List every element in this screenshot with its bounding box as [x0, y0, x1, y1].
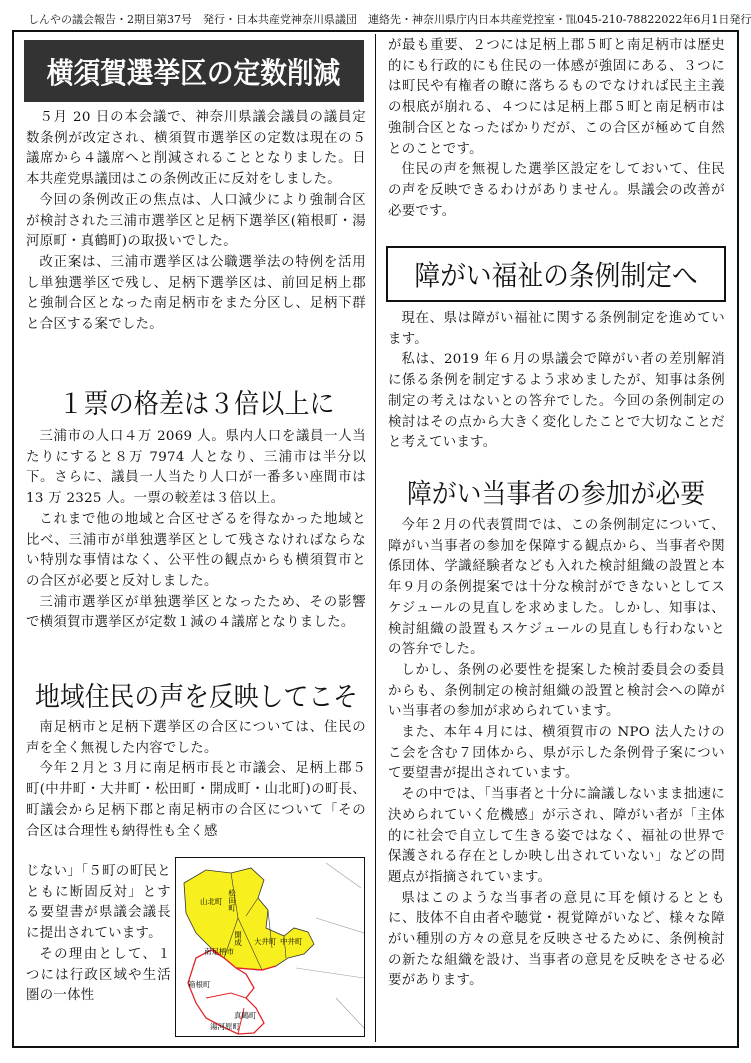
label-yamakita: 山北町 [200, 897, 223, 906]
paragraph: 今年２月と３月に南足柄市長と市議会、足柄上郡５町(中井町・大井町・松田町・開成町・山北町)の町長、町議会から足柄下郡と南足柄市の合区について「その合区は合理性も納得性も全く感 [26, 761, 366, 839]
paragraph: 県はこのような当事者の意見に耳を傾けるとともに、肢体不自由者や聴覚・視覚障がいなど、様々な障がい種別の方々の意見を反映させるために、条例検討の新たな組織を設け、当事者の意見を反映をさせる必要があります。 [388, 890, 725, 989]
subheading-vote-disparity: １票の格差は３倍以上に [57, 388, 335, 420]
district-map-svg [176, 858, 365, 1037]
paragraph: じない」「５町の町民とともに断固反対」とする要望書が県議会議長に提出されています。 [26, 864, 171, 942]
label-manazuru: 真鶴町 [234, 1011, 257, 1020]
masthead-publisher: しんやの議会報告・2期目第37号 発行・日本共産党神奈川県議団 連絡先・神奈川県庁内日本共産党控室・℡045-210-7882 [28, 13, 655, 26]
label-oi: 大井町 [254, 937, 277, 946]
paragraph: 三浦市選挙区が単独選挙区となったため、その影響で横須賀市選挙区が定数１減の４議席となりました。 [26, 594, 366, 631]
paragraph: その中では、「当事者と十分に論議しないまま拙速に決められていく危機感」が示され、障がい者が「主体的に社会で自立して生きる姿ではなく、福祉の世界で保護される存在としか映し出されていない」などの問題点が指摘されています。 [388, 787, 725, 885]
paragraph: しかし、条例の必要性を提案した検討委員会の委員からも、条例制定の検討組織の設置と検討会への障がい当事者の参加が求められています。 [388, 662, 725, 720]
paragraph: 今回の条例改正の焦点は、人口減少により強制合区が検討された三浦市選挙区と足柄下選挙区(箱根町・湯河原町・真鶴町)の取扱いでした。 [26, 192, 366, 250]
label-kaisei: 開成 [233, 931, 243, 946]
masthead-date: 2022年6月1日発行 [654, 13, 751, 26]
masthead [28, 8, 751, 30]
paragraph: その理由として、１つには行政区域や生活圏の一体性 [26, 946, 171, 1004]
district-map [175, 857, 365, 1037]
column-divider [375, 34, 376, 1042]
subheading-participation: 障がい当事者の参加が必要 [406, 478, 706, 510]
paragraph: これまで他の地域と合区せざるを得なかった地域と比べ、三浦市が単独選挙区として残さなければならない特別な事情はなく、公平性の観点からも横須賀市との合区が必要と反対しました。 [26, 511, 366, 589]
paragraph: 改正案は、三浦市選挙区は公職選挙法の特例を活用し単独選挙区で残し、足柄下選挙区は、前回足柄上郡と強制合区となった南足柄市をまた分区し、足柄下群と合区する案でした。 [26, 254, 366, 333]
paragraph: 南足柄市と足柄下選挙区の合区については、住民の声を全く無視した内容でした。 [26, 720, 366, 756]
paragraph: 今年２月の代表質問では、この条例制定について、障がい当事者の参加を保障する観点から、当事者や関係団体、学識経験者なども入れた検討組織の設置と本年９月の条例提案では十分な検討ができないとしてスケジュールの見直しを求めました。しかし、知事は、検討組織の設置もスケジュールの見直しも行わないとの答弁でした。 [388, 518, 725, 658]
right-column-section4 [388, 309, 725, 454]
paragraph: ５月 20 日の本会議で、神奈川県議会議員の議員定数条例が改定され、横須賀市選挙区の定数は現在の５議席から４議席へと削減されることとなりました。日本共産党県議団はこの条例改正に反対をしました。 [26, 110, 366, 188]
label-yugawara: 湯河原町 [210, 1022, 240, 1031]
label-hakone: 箱根町 [188, 980, 211, 989]
left-column-section2 [26, 427, 366, 634]
right-column-section5 [388, 516, 725, 992]
label-minamiashigara: 南足柄市 [204, 947, 234, 956]
paragraph: 現在、県は障がい福祉に関する条例制定を進めています。 [388, 311, 725, 347]
main-headline: 横須賀選挙区の定数削減 [24, 40, 364, 102]
label-nakai: 中井町 [280, 937, 303, 946]
paragraph: また、本年４月には、横須賀市の NPO 法人たけのこ会を含む７団体から、県が示した条例骨子案について要望書が提出されています。 [388, 725, 725, 782]
paragraph: 私は、2019 年６月の県議会で障がい者の差別解消に係る条例を制定するよう求めましたが、知事は条例制定の考えはないとの答弁でした。今回の条例制定の検討はその点から大きく変化したことで大切なことだと考えています。 [388, 352, 725, 451]
paragraph: 三浦市の人口４万 2069 人。県内人口を議員一人当たりにすると８万 7974 人となり、三浦市は半分以下。さらに、議員一人当たり人口が一番多い座間市は 13 万 2325 人。一票の較差は３倍以上。 [26, 429, 366, 507]
left-column-section3 [26, 718, 366, 842]
left-column-section3-narrow [26, 862, 171, 1007]
paragraph: 住民の声を無視した選挙区設定をしておいて、住民の声を反映できるわけがありません。県議会の改善が必要です。 [388, 162, 725, 219]
right-column-top [388, 36, 725, 222]
subheading-residents-voice: 地域住民の声を反映してこそ [34, 681, 358, 713]
left-column [26, 108, 366, 336]
headline-disability-ordinance: 障がい福祉の条例制定へ [386, 246, 726, 302]
label-matsuda: 松田町 [227, 889, 237, 912]
paragraph: が最も重要、２つには足柄上郡５町と南足柄市は歴史的にも行政的にも住民の一体感が強固にある、３つには町民や有権者の瞭に落ちるものでなければ民主主義の根底が崩れる、４つには足柄上郡５町と南足柄市は強制合区となったばかりだが、この合区が極めて自然とのことです。 [388, 38, 725, 157]
